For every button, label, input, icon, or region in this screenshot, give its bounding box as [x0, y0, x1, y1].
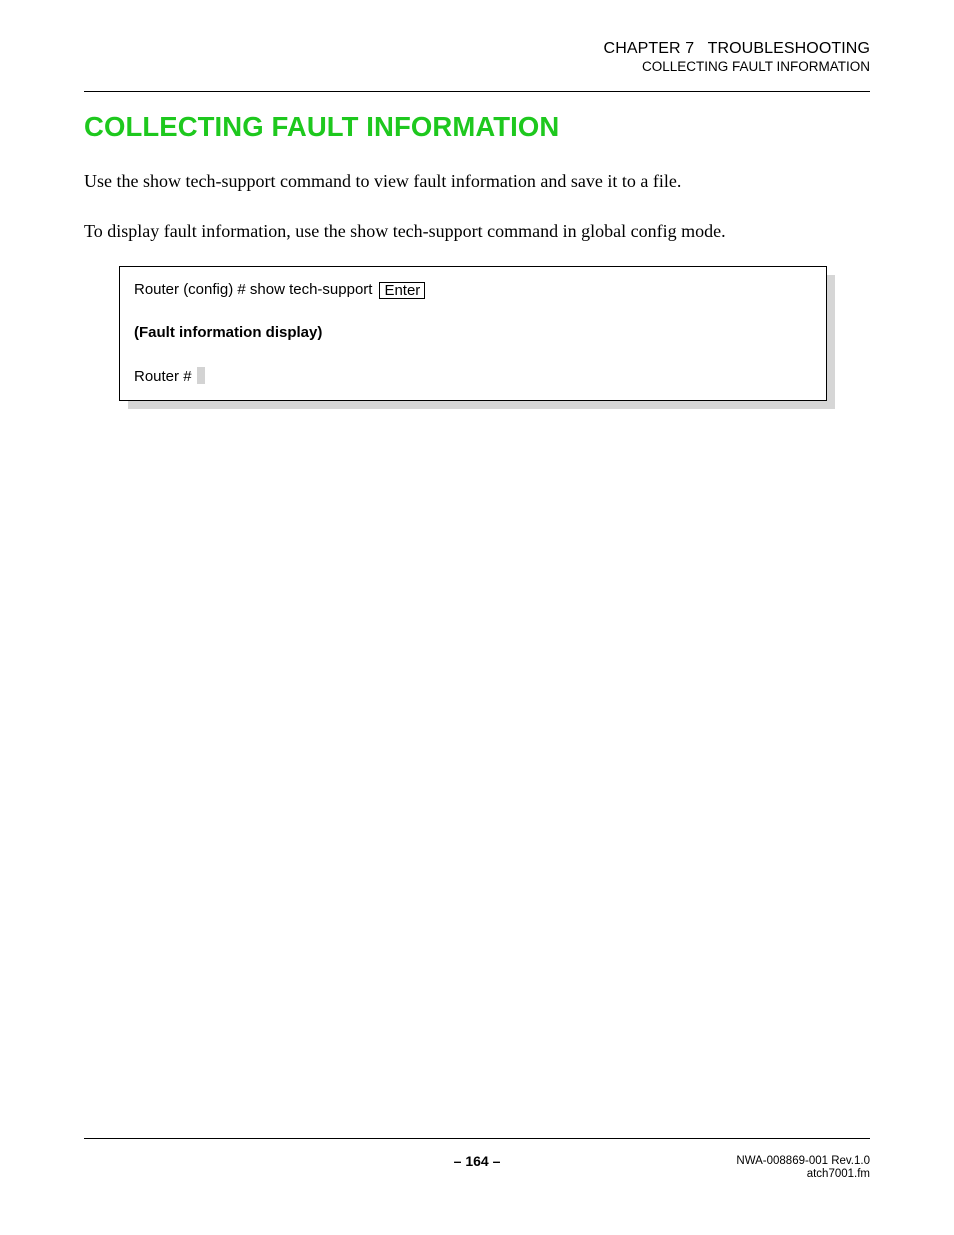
source-file-name: atch7001.fm	[806, 1168, 870, 1180]
intro-paragraph: Use the show tech-support command to view fault information and save it to a file.	[84, 171, 682, 191]
command-line	[134, 280, 425, 300]
page-number: – 164 –	[453, 1153, 501, 1169]
output-placeholder: (Fault information display)	[134, 324, 323, 341]
running-header	[604, 38, 870, 76]
command-text: Router (config) # show tech-support	[134, 281, 373, 298]
prompt-text: Router #	[134, 368, 192, 385]
chapter-heading: CHAPTER 7 TROUBLESHOOTING	[603, 40, 870, 57]
section-heading: COLLECTING FAULT INFORMATION	[641, 59, 870, 74]
header-divider	[84, 91, 870, 92]
console-example-box	[119, 266, 827, 401]
footer-divider	[84, 1138, 870, 1139]
page-title: COLLECTING FAULT INFORMATION	[84, 111, 560, 142]
document-info	[736, 1155, 870, 1181]
cursor-block	[197, 367, 205, 384]
enter-key: Enter	[379, 282, 425, 299]
instruction-paragraph: To display fault information, use the show tech-support command in global config mode.	[84, 221, 726, 241]
prompt-line	[134, 367, 205, 387]
document-id: NWA-008869-001 Rev.1.0	[736, 1155, 870, 1167]
